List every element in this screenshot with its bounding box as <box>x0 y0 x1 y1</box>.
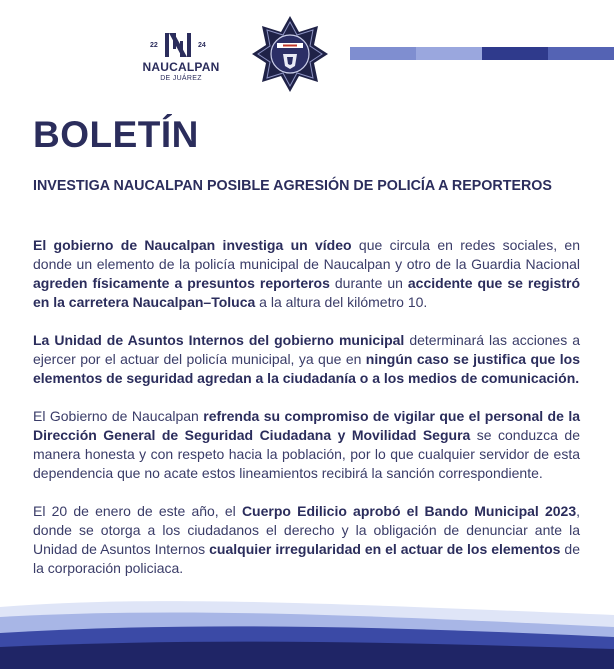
text-run: determinará las acciones a ejercer por el actuar del policía municipal, ya que en <box>33 332 580 367</box>
text-run: de la corporación policiaca. <box>33 541 580 576</box>
stripe-1 <box>350 47 416 60</box>
text-run: , donde se otorga a los ciudadanos el derecho y la obligación de denunciar ante la Unidad de Asuntos Internos <box>33 503 580 557</box>
logo-subtitle: DE JUÁREZ <box>160 75 202 82</box>
logo-year-right: 24 <box>198 42 206 49</box>
logo-name: NAUCALPAN <box>142 60 220 74</box>
bold-text-run: refrenda su compromiso de vigilar que el personal de la Dirección General de Seguridad Ciudadana y Movilidad Segura <box>33 408 581 443</box>
stripe-3 <box>482 47 548 60</box>
police-star-badge-icon <box>250 14 330 94</box>
bold-text-run: cualquier irregularidad en el actuar de los elementos <box>209 541 561 557</box>
text-run: a la altura del kilómetro 10. <box>255 294 428 310</box>
paragraph <box>33 236 580 312</box>
bold-text-run: El gobierno de Naucalpan investiga un vídeo <box>33 237 352 253</box>
naucalpan-n-logo-icon <box>164 32 192 58</box>
stripe-4 <box>548 47 614 60</box>
text-run: El Gobierno de Naucalpan <box>33 408 204 424</box>
bold-text-run: accidente que se registró en la carretera Naucalpan–Toluca <box>33 275 580 310</box>
bulletin-body <box>33 236 580 597</box>
text-run: El 20 de enero de este año, el <box>33 503 242 519</box>
text-run: que circula en redes sociales, en donde un elemento de la policía municipal de Naucalpan y otro de la Guardia Nacional <box>33 237 580 272</box>
text-run: durante un <box>329 275 408 291</box>
page-title: BOLETÍN <box>33 114 199 155</box>
text-run: se conduzca de manera honesta y con respeto hacia la población, por lo que cualquier servidor de esta dependencia que no acate estos lineamientos recibirá la sanción correspondiente. <box>33 427 580 481</box>
paragraph <box>33 407 580 483</box>
stripe-2 <box>416 47 482 60</box>
footer-wave-decoration <box>0 585 614 669</box>
bold-text-run: Cuerpo Edilicio aprobó el Bando Municipal 2023 <box>241 503 577 519</box>
bold-text-run: agreden físicamente a presuntos reporteros <box>33 275 330 291</box>
headline: INVESTIGA NAUCALPAN POSIBLE AGRESIÓN DE POLICÍA A REPORTEROS <box>33 178 552 194</box>
logo-year-left: 22 <box>150 42 158 49</box>
naucalpan-logo <box>132 30 230 86</box>
paragraph <box>33 502 580 578</box>
paragraph <box>33 331 580 388</box>
bold-text-run: ningún caso se justifica que los elementos de seguridad agredan a la ciudadanía o a los medios de comunicación. <box>33 351 580 386</box>
bold-text-run: La Unidad de Asuntos Internos del gobierno municipal <box>33 332 405 348</box>
header-color-stripes <box>350 47 614 60</box>
